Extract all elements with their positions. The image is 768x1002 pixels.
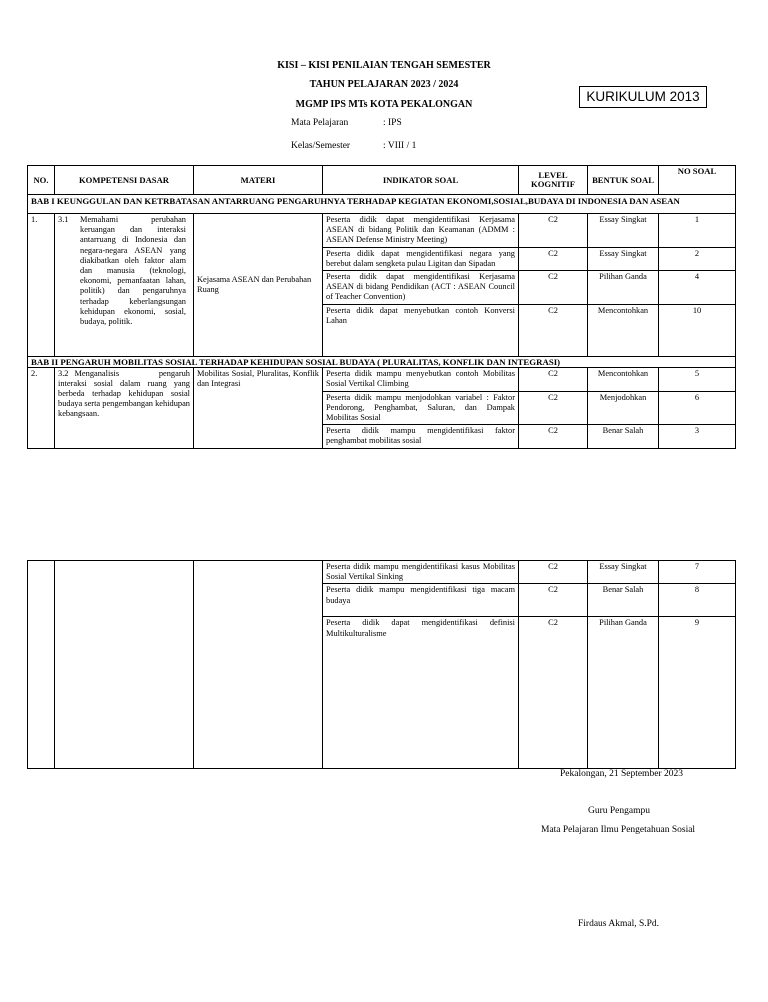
bentuk-cell: Pilihan Ganda <box>588 271 659 305</box>
level-cell: C2 <box>519 584 588 617</box>
level-cell: C2 <box>519 367 588 391</box>
cont-materi <box>194 561 323 769</box>
indikator-cell: Peserta didik mampu mengidentifikasi faktor penghambat mobilitas sosial <box>323 425 519 449</box>
bentuk-cell: Menjodohkan <box>588 391 659 425</box>
level-cell: C2 <box>519 304 588 356</box>
academic-year: TAHUN PELAJARAN 2023 / 2024 <box>309 79 459 90</box>
kisi-table-continued <box>27 560 736 769</box>
cont-no <box>28 561 55 769</box>
row1-no: 1. <box>28 214 55 357</box>
bentuk-cell: Essay Singkat <box>588 214 659 248</box>
bentuk-cell: Mencontohkan <box>588 367 659 391</box>
row2-materi: Mobilitas Sosial, Pluralitas, Konflik dan Integrasi <box>194 367 323 449</box>
indikator-cell: Peserta didik dapat mengidentifikasi negara yang berebut dalam sengketa pulau Ligitan dan Sipadan <box>323 247 519 270</box>
kelas-label: Kelas/Semester <box>291 141 351 151</box>
signer-subject: Mata Pelajaran Ilmu Pengetahuan Sosial <box>541 825 696 835</box>
cont-kd <box>55 561 194 769</box>
row1-kd-num: 3.1 <box>58 215 69 224</box>
bab1-row <box>28 195 736 214</box>
indikator-cell: Peserta didik dapat menyebutkan contoh Konversi Lahan <box>323 304 519 356</box>
level-cell: C2 <box>519 271 588 305</box>
nosoal-cell: 1 <box>659 214 736 248</box>
nosoal-cell: 10 <box>659 304 736 356</box>
level-cell: C2 <box>519 391 588 425</box>
table-header-row <box>28 166 736 195</box>
table-row <box>28 214 736 248</box>
header-kd: KOMPETENSI DASAR <box>55 166 194 195</box>
indikator-cell: Peserta didik dapat mengidentifikasi Kerjasama ASEAN di bidang Politik dan Keamanan (ADMM : ASEAN Defense Ministry Meeting) <box>323 214 519 248</box>
nosoal-cell: 6 <box>659 391 736 425</box>
organization: MGMP IPS MTs KOTA PEKALONGAN <box>295 99 473 110</box>
bentuk-cell: Benar Salah <box>588 584 659 617</box>
kelas-value: : VIII / 1 <box>383 141 417 151</box>
nosoal-cell: 9 <box>659 617 736 769</box>
kurikulum-box: KURIKULUM 2013 <box>579 86 707 108</box>
nosoal-cell: 5 <box>659 367 736 391</box>
row1-kd <box>55 214 194 357</box>
bentuk-cell: Pilihan Ganda <box>588 617 659 769</box>
header-nosoal: NO SOAL <box>659 166 736 195</box>
bentuk-cell: Essay Singkat <box>588 247 659 270</box>
mapel-label: Mata Pelajaran <box>291 118 349 128</box>
indikator-cell: Peserta didik dapat mengidentifikasi Kerjasama ASEAN di bidang Pendidikan (ACT : ASEAN Council of Teacher Convention) <box>323 271 519 305</box>
level-cell: C2 <box>519 214 588 248</box>
kisi-table <box>27 165 736 449</box>
row1-kd-text: Memahami perubahan keruangan dan interaksi antarruang di Indonesia dan negara-negara ASEAN yang diakibatkan oleh faktor alam dan manusia (teknologi, ekonomi, pemanfaatan lahan, politik) dan pengaruhnya terhadap keberlangsungan kehidupan ekonomi, sosial, budaya, politik. <box>80 215 186 327</box>
row2-kd-text: interaksi sosial dalam ruang yang berbeda terhadap kehidupan sosial budaya serta pengembangan kehidupan kebangsaan. <box>58 378 190 419</box>
header-no: NO. <box>28 166 55 195</box>
indikator-cell: Peserta didik mampu menyebutkan contoh Mobilitas Sosial Vertikal Climbing <box>323 367 519 391</box>
indikator-cell: Peserta didik mampu mengidentifikasi kasus Mobilitas Sosial Vertikal Sinking <box>323 561 519 584</box>
header-bentuk: BENTUK SOAL <box>588 166 659 195</box>
nosoal-cell: 4 <box>659 271 736 305</box>
nosoal-cell: 3 <box>659 425 736 449</box>
table-row <box>28 367 736 391</box>
bab2-row <box>28 356 736 367</box>
nosoal-cell: 8 <box>659 584 736 617</box>
signer-role: Guru Pengampu <box>588 806 651 816</box>
place-date: Pekalongan, 21 September 2023 <box>560 769 683 779</box>
bentuk-cell: Essay Singkat <box>588 561 659 584</box>
level-cell: C2 <box>519 425 588 449</box>
header-materi: MATERI <box>194 166 323 195</box>
indikator-cell: Peserta didik mampu mengidentifikasi tiga macam budaya <box>323 584 519 617</box>
nosoal-cell: 2 <box>659 247 736 270</box>
mapel-value: : IPS <box>383 118 402 128</box>
bab2-title: BAB II PENGARUH MOBILITAS SOSIAL TERHADAP KEHIDUPAN SOSIAL BUDAYA ( PLURALITAS, KONFLIK DAN INTEGRASI) <box>28 356 736 367</box>
level-cell: C2 <box>519 247 588 270</box>
level-cell: C2 <box>519 561 588 584</box>
bentuk-cell: Benar Salah <box>588 425 659 449</box>
signer-name: Firdaus Akmal, S.Pd. <box>578 919 660 929</box>
table-row <box>28 561 736 584</box>
indikator-cell: Peserta didik dapat mengidentifikasi definisi Multikulturalisme <box>323 617 519 769</box>
row1-materi: Kejasama ASEAN dan Perubahan Ruang <box>194 214 323 357</box>
header-indikator: INDIKATOR SOAL <box>323 166 519 195</box>
header-level: LEVEL KOGNITIF <box>519 166 588 195</box>
row2-kd-num: 3.2 <box>58 368 69 378</box>
row2-kd <box>55 367 194 449</box>
nosoal-cell: 7 <box>659 561 736 584</box>
bab1-title: BAB I KEUNGGULAN DAN KETRBATASAN ANTARRUANG PENGARUHNYA TERHADAP KEGIATAN EKONOMI,SOSIAL,BUDAYA DI INDONESIA DAN ASEAN <box>28 195 736 214</box>
row2-no: 2. <box>28 367 55 449</box>
doc-title: KISI – KISI PENILAIAN TENGAH SEMESTER <box>277 60 491 71</box>
level-cell: C2 <box>519 617 588 769</box>
indikator-cell: Peserta didik mampu menjodohkan variabel : Faktor Pendorong, Penghambat, Saluran, dan Dampak Mobilitas Sosial <box>323 391 519 425</box>
bentuk-cell: Mencontohkan <box>588 304 659 356</box>
row2-kd-first: 3.2 Menganalisis pengaruh <box>58 368 190 378</box>
